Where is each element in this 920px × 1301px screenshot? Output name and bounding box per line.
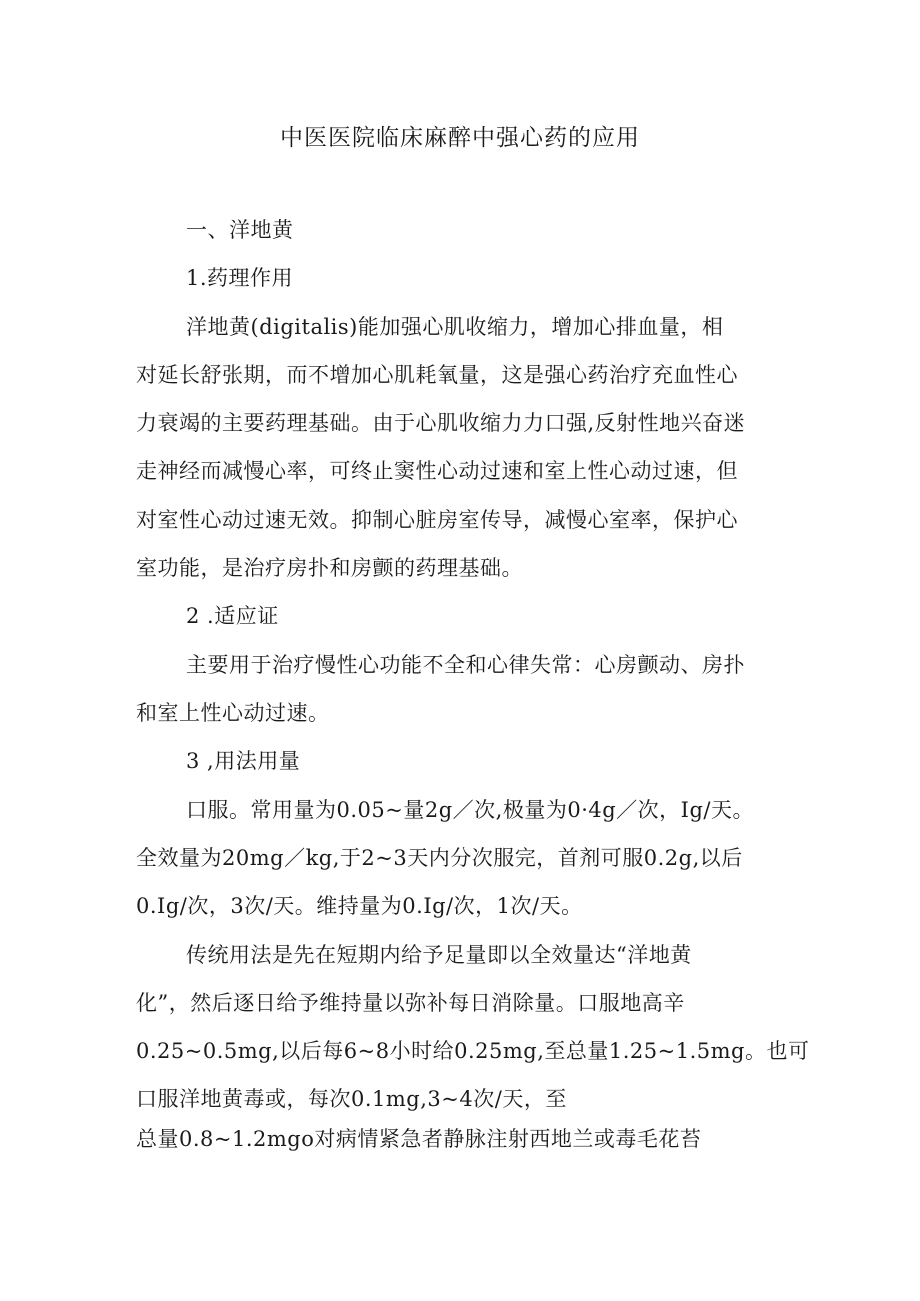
paragraph-line: 室功能，是治疗房扑和房颤的药理基础。 bbox=[136, 556, 523, 580]
paragraph-line: 主要用于治疗慢性心功能不全和心律失常：心房颤动、房扑 bbox=[186, 653, 745, 677]
paragraph-line: 力衰竭的主要药理基础。由于心肌收缩力力口强,反射性地兴奋迷 bbox=[136, 411, 746, 435]
section-heading-digitalis: 一、洋地黄 bbox=[186, 218, 294, 242]
subheading-pharmacology: 1.药理作用 bbox=[186, 266, 294, 290]
paragraph-line: 0.Ig/次，3次/天。维持量为0.Ig/次，1次/天。 bbox=[136, 894, 583, 918]
paragraph-line: 口服。常用量为0.05~量2g／次,极量为0·4g／次，Ig/天。 bbox=[186, 798, 754, 822]
paragraph-line: 0.25~0.5mg,以后每6~8小时给0.25mg,至总量1.25~1.5mg。也可 bbox=[136, 1039, 810, 1063]
paragraph-line: 和室上性心动过速。 bbox=[136, 701, 330, 725]
paragraph-line: 对延长舒张期，而不增加心肌耗氧量，这是强心药治疗充血性心 bbox=[136, 363, 738, 387]
subheading-dosage: 3 ,用法用量 bbox=[186, 749, 301, 773]
paragraph-line: 洋地黄(digitalis)能加强心肌收缩力，增加心排血量，相 bbox=[186, 315, 724, 339]
paragraph-line: 口服洋地黄毒或，每次0.1mg,3~4次/天，至 bbox=[136, 1087, 567, 1111]
subheading-indications: 2 .适应证 bbox=[186, 604, 279, 628]
paragraph-line: 对室性心动过速无效。抑制心脏房室传导，减慢心室率，保护心 bbox=[136, 508, 738, 532]
paragraph-line: 化”，然后逐日给予维持量以弥补每日消除量。口服地高辛 bbox=[136, 991, 685, 1015]
document-title: 中医医院临床麻醉中强心药的应用 bbox=[280, 125, 640, 151]
paragraph-line: 传统用法是先在短期内给予足量即以全效量达“洋地黄 bbox=[186, 943, 692, 967]
paragraph-line: 全效量为20mg／kg,于2~3天内分次服完，首剂可服0.2g,以后 bbox=[136, 846, 743, 870]
paragraph-line: 总量0.8~1.2mgo对病情紧急者静脉注射西地兰或毒毛花苔 bbox=[136, 1127, 702, 1151]
paragraph-line: 走神经而减慢心率，可终止窦性心动过速和室上性心动过速，但 bbox=[136, 459, 738, 483]
